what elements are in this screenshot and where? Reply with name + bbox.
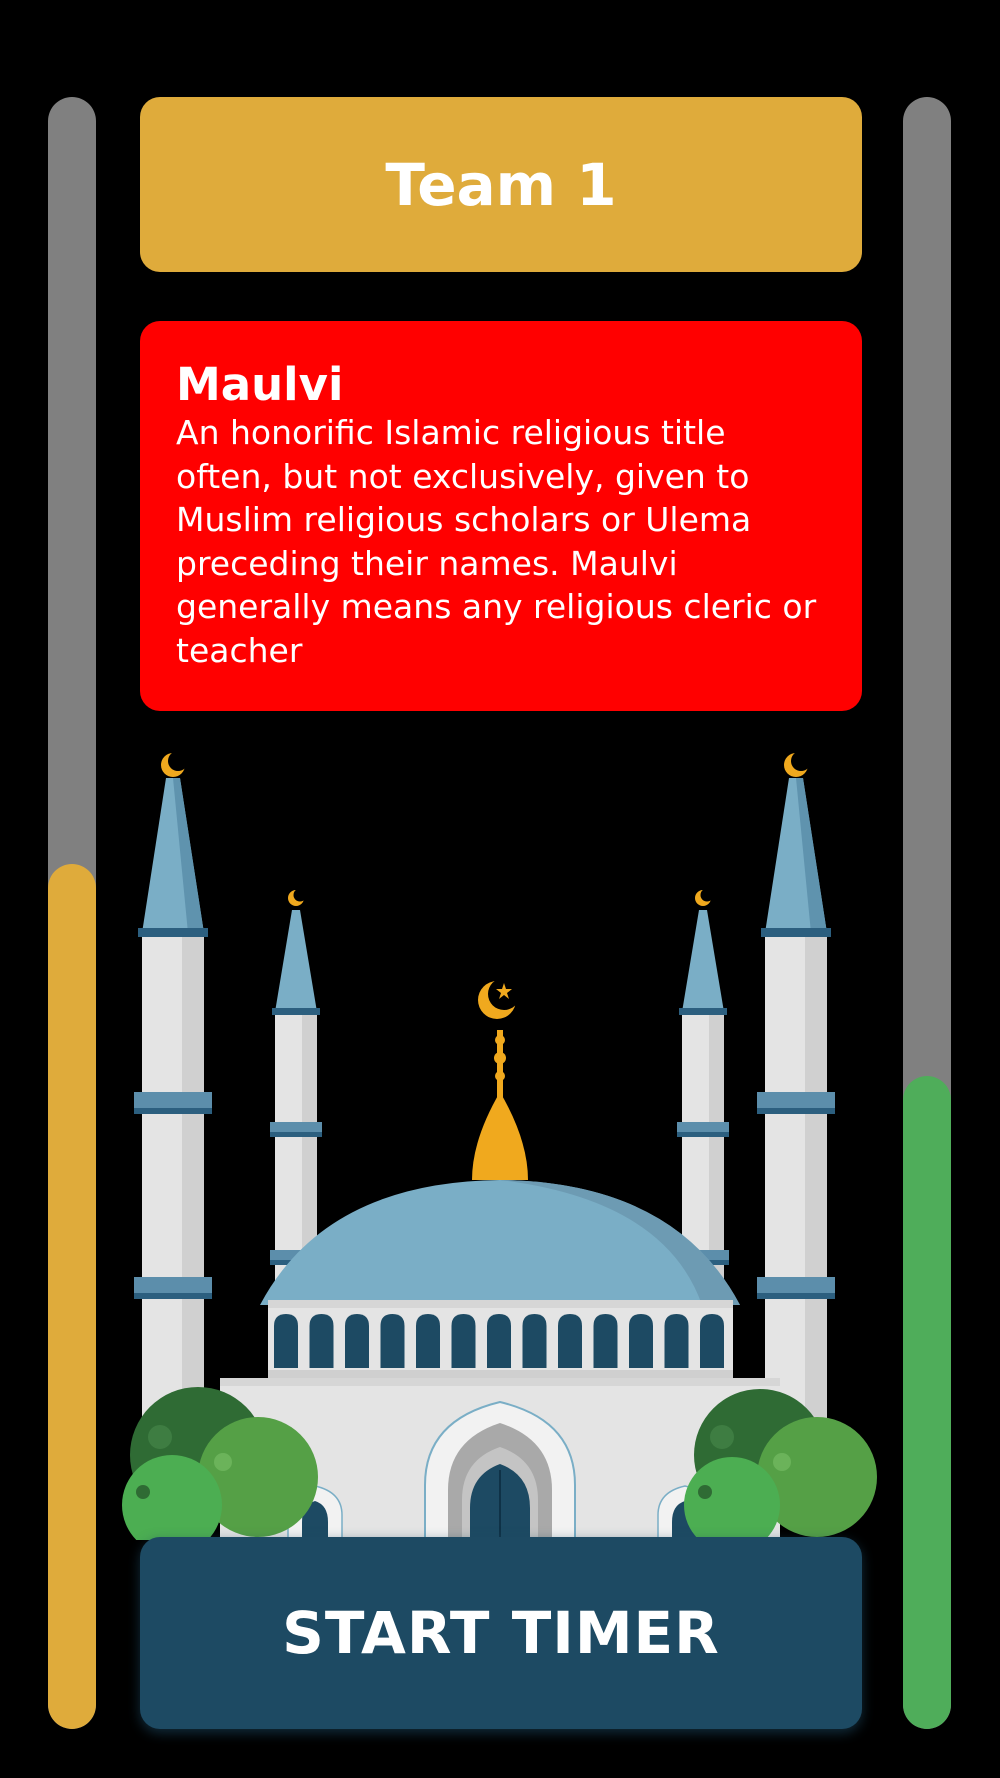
drum-window (274, 1314, 298, 1368)
team-label: Team 1 (385, 150, 617, 219)
minaret-right-outer (757, 751, 835, 1453)
drum-window (416, 1314, 440, 1368)
tree-cluster-right (684, 1389, 877, 1540)
drum-window (700, 1314, 724, 1368)
team-2-progress-bar (903, 97, 951, 1729)
mosque-illustration-icon (110, 740, 890, 1540)
word-title: Maulvi (176, 358, 344, 411)
drum-window (523, 1314, 547, 1368)
drum-window (452, 1314, 476, 1368)
drum-window (310, 1314, 334, 1368)
drum-window (381, 1314, 405, 1368)
team-banner (140, 97, 862, 272)
start-timer-button[interactable] (140, 1537, 862, 1729)
drum-window (487, 1314, 511, 1368)
drum-window (558, 1314, 582, 1368)
word-description: An honorific Islamic religious title often, but not exclusively, given to Muslim religious scholars or Ulema preceding their names. Maulvi generally means any religious cleric or teacher (176, 413, 817, 670)
word-card (140, 321, 862, 711)
team-1-progress-fill (48, 864, 96, 1729)
team-1-progress-bar (48, 97, 96, 1729)
minaret-left-outer (134, 751, 212, 1453)
drum-window (345, 1314, 369, 1368)
drum-window (594, 1314, 618, 1368)
team-2-progress-fill (903, 1076, 951, 1729)
dome-spire (472, 978, 528, 1180)
dome (260, 1180, 740, 1305)
drum-window (665, 1314, 689, 1368)
start-timer-label: START TIMER (282, 1599, 720, 1667)
drum-window (629, 1314, 653, 1368)
